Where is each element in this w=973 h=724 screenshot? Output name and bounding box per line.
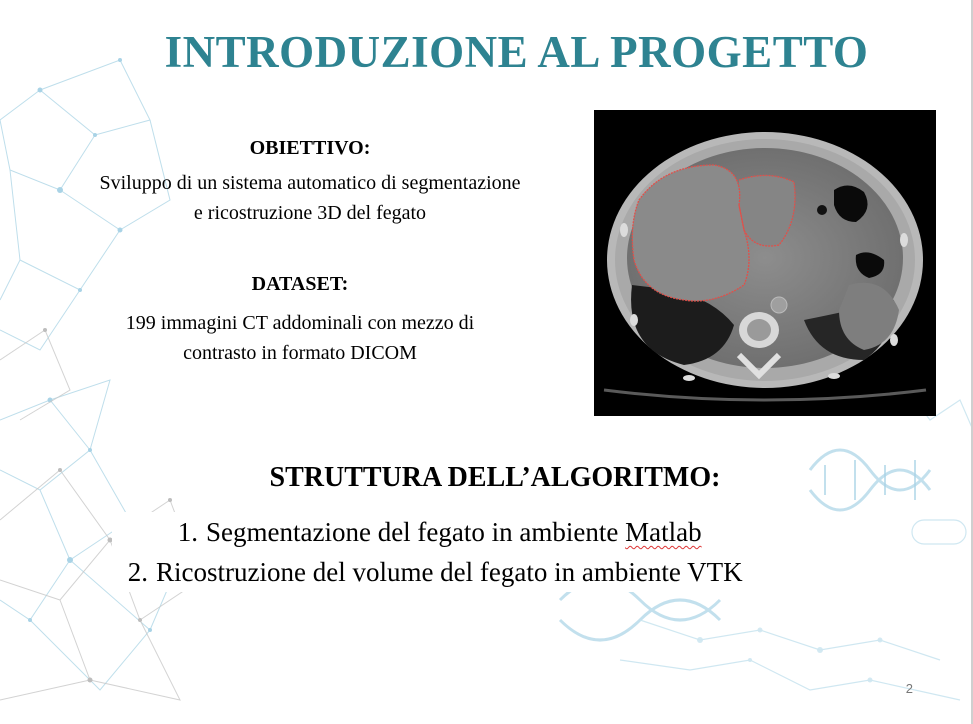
objective-heading: OBIETTIVO: [249,137,371,159]
objective-text-line-2: e ricostruzione 3D del fegato [193,202,427,224]
slide-title: INTRODUZIONE AL PROGETTO [164,27,869,77]
page-number: 2 [905,681,913,696]
ct-scan-graphic [594,110,936,416]
objective-text-line-1: Sviluppo di un sistema automatico di segmentazione [99,172,521,194]
algorithm-step-2 [112,552,872,592]
algorithm-step-1 [112,512,872,552]
step-text: Ricostruzione del volume del fegato in ambiente VTK [156,557,743,587]
dataset-section [20,273,580,368]
dataset-heading: DATASET: [251,273,349,295]
step-text-highlight: Matlab [625,517,702,547]
step-text: Segmentazione del fegato in ambiente [206,517,626,547]
algorithm-steps-list [112,512,872,592]
algorithm-heading: STRUTTURA DELL’ALGORITMO: [269,462,721,493]
ct-scan-image [594,110,936,416]
dataset-text-line-1: 199 immagini CT addominali con mezzo di [125,312,475,334]
dataset-text-line-2: contrasto in formato DICOM [183,342,417,364]
step-number: 1. [177,517,198,547]
objective-section [40,137,580,228]
step-number: 2. [127,557,148,587]
